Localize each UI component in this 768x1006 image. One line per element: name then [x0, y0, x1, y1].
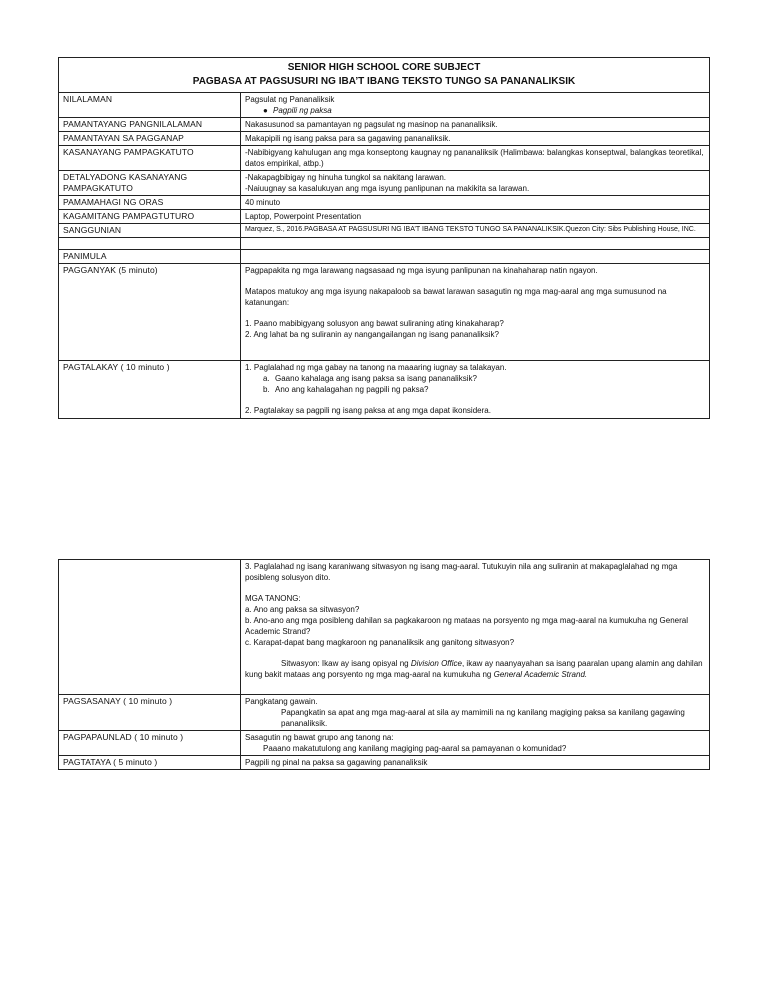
label-detalyado-2: PAMPAGKATUTO: [63, 183, 133, 193]
row-sanggunian: [59, 224, 710, 238]
nilalaman-text: Pagsulat ng Pananaliksik: [245, 95, 335, 104]
document-title: [59, 58, 710, 93]
label-pagganyak: PAGGANYAK (5 minuto): [59, 264, 241, 361]
title-row: [59, 58, 710, 93]
lesson-plan-table-continued: [58, 559, 710, 770]
spacer-cell-left: [59, 238, 241, 250]
sitwasyon-text: Sitwasyon: Ikaw ay isang opisyal ng Division Office, ikaw ay naanyayahan sa isang paaralan upang alamin ang dahilan kung bakit mataas ang porsyento ng mga mag-aaral na kumukuha ng General Academic Strand.: [245, 659, 703, 679]
pagganyak-question-1: 1. Paano mabibigyang solusyon ang bawat suliraning ating kinakaharap?: [245, 319, 504, 328]
label-kasanayan: KASANAYANG PAMPAGKATUTO: [59, 146, 241, 171]
row-spacer: [59, 238, 710, 250]
item-b-text: Ano ang kahalagahan ng pagpili ng paksa?: [275, 385, 429, 394]
label-detalyado-1: DETALYADONG KASANAYANG: [63, 172, 188, 182]
value-panimula: [241, 250, 710, 264]
detalyado-text-1: -Nakapagbibigay ng hinuha tungkol sa nakitang larawan.: [245, 173, 447, 182]
value-pagtalakay: [241, 361, 710, 419]
row-nilalaman: [59, 93, 710, 118]
detalyado-text-2: -Naiuugnay sa kasalukuyan ang mga isyung panlipunan na makikita sa larawan.: [245, 184, 530, 193]
row-pagganap: [59, 132, 710, 146]
row-continuation: [59, 560, 710, 695]
label-kagamitan: KAGAMITANG PAMPAGTUTURO: [59, 210, 241, 224]
value-pagtataya: Pagpili ng pinal na paksa sa gagawing pananaliksik: [241, 756, 710, 770]
bullet-icon: ●: [263, 106, 268, 115]
row-detalyado: [59, 171, 710, 196]
label-pangnilalaman: PAMANTAYANG PANGNILALAMAN: [59, 118, 241, 132]
row-pagtataya: [59, 756, 710, 770]
label-detalyado: [59, 171, 241, 196]
tanong-a: a. Ano ang paksa sa sitwasyon?: [245, 605, 360, 614]
value-pagsasanay: [241, 695, 710, 731]
value-pagpapaunlad: [241, 731, 710, 756]
label-pagpapaunlad: PAGPAPAUNLAD ( 10 minuto ): [59, 731, 241, 756]
pagpapaunlad-text-1: Sasagutin ng bawat grupo ang tanong na:: [245, 733, 394, 742]
tanong-c: c. Karapat-dapat bang magkaroon ng pananaliksik ang ganitong sitwasyon?: [245, 638, 515, 647]
value-kasanayan: -Nabibigyang kahulugan ang mga konseptong kaugnay ng pananaliksik (Halimbawa: balangkas konseptwal, balangkas teoretikal, datos empirikal, atbp.): [241, 146, 710, 171]
value-oras: 40 minuto: [241, 196, 710, 210]
spacer-cell-right: [241, 238, 710, 250]
row-pangnilalaman: [59, 118, 710, 132]
nilalaman-bullet: [245, 105, 705, 116]
label-sanggunian: SANGGUNIAN: [59, 224, 241, 238]
row-oras: [59, 196, 710, 210]
value-detalyado: [241, 171, 710, 196]
value-pagganyak: [241, 264, 710, 361]
pagganyak-text-2: Matapos matukoy ang mga isyung nakapaloob sa bawat larawan sasagutin ng mga mag-aaral ang mga sumusunod na katanungan:: [245, 287, 667, 307]
continuation-value-cell: [241, 560, 710, 695]
item-b-marker: b.: [263, 385, 270, 394]
label-oras: PAMAMAHAGI NG ORAS: [59, 196, 241, 210]
label-pagganap: PAMANTAYAN SA PAGGANAP: [59, 132, 241, 146]
row-panimula: [59, 250, 710, 264]
lesson-plan-table: [58, 57, 710, 419]
continuation-label-cell: [59, 560, 241, 695]
pagganyak-question-2: 2. Ang lahat ba ng suliranin ay nangangailangan ng isang pananaliksik?: [245, 330, 499, 339]
pagtalakay-item-b: [245, 384, 705, 395]
sitwasyon-intro: 3. Paglalahad ng isang karaniwang sitwasyon ng isang mag-aaral. Tutukuyin nila ang suliranin at makapaglalahad ng mga posibleng solusyon dito.: [245, 562, 678, 582]
title-line-2: PAGBASA AT PAGSUSURI NG IBA’T IBANG TEKSTO TUNGO SA PANANALIKSIK: [192, 76, 576, 87]
title-line-1: SENIOR HIGH SCHOOL CORE SUBJECT: [287, 62, 481, 73]
pagsasanay-text-1: Pangkatang gawain.: [245, 697, 318, 706]
pagpapaunlad-text-2: Paaano makatutulong ang kanilang magiging pag-aaral sa pamayanan o komunidad?: [263, 744, 567, 753]
label-nilalaman: NILALAMAN: [59, 93, 241, 118]
row-pagtalakay: [59, 361, 710, 419]
value-sanggunian: Marquez, S., 2016.PAGBASA AT PAGSUSURI NG IBA’T IBANG TEKSTO TUNGO SA PANANALIKSIK.Quezon City: Sibs Publishing House, INC.: [241, 224, 710, 238]
row-pagsasanay: [59, 695, 710, 731]
mga-tanong-heading: MGA TANONG:: [245, 594, 301, 603]
tanong-b: b. Ano-ano ang mga posibleng dahilan sa pagkakaroon ng mataas na porsyento ng mga mag-aaral na kumukuha ng General Academic Strand?: [245, 616, 688, 636]
value-nilalaman: [241, 93, 710, 118]
row-pagpapaunlad: [59, 731, 710, 756]
row-pagganyak: [59, 264, 710, 361]
item-a-marker: a.: [263, 374, 270, 383]
pagtalakay-item-a: [245, 373, 705, 384]
label-pagtalakay: PAGTALAKAY ( 10 minuto ): [59, 361, 241, 419]
pagtalakay-text-1: 1. Paglalahad ng mga gabay na tanong na maaaring iugnay sa talakayan.: [245, 363, 507, 372]
label-pagtataya: PAGTATAYA ( 5 minuto ): [59, 756, 241, 770]
pagsasanay-text-2: Papangkatin sa apat ang mga mag-aaral at sila ay mamimili na ng kanilang magiging paksa sa kanilang gagawing pananaliksik.: [281, 708, 685, 728]
pagganyak-text-1: Pagpapakita ng mga larawang nagsasaad ng mga isyung panlipunan na kinahaharap natin ngayon.: [245, 266, 598, 275]
pagtalakay-text-2: 2. Pagtalakay sa pagpili ng isang paksa at ang mga dapat ikonsidera.: [245, 406, 491, 415]
nilalaman-bullet-text: Pagpili ng paksa: [273, 106, 332, 115]
item-a-text: Gaano kahalaga ang isang paksa sa isang pananaliksik?: [275, 374, 477, 383]
value-pangnilalaman: Nakasusunod sa pamantayan ng pagsulat ng masinop na pananaliksik.: [241, 118, 710, 132]
value-pagganap: Makapipili ng isang paksa para sa gagawing pananaliksik.: [241, 132, 710, 146]
label-pagsasanay: PAGSASANAY ( 10 minuto ): [59, 695, 241, 731]
label-panimula: PANIMULA: [59, 250, 241, 264]
value-kagamitan: Laptop, Powerpoint Presentation: [241, 210, 710, 224]
row-kasanayan: [59, 146, 710, 171]
row-kagamitan: [59, 210, 710, 224]
